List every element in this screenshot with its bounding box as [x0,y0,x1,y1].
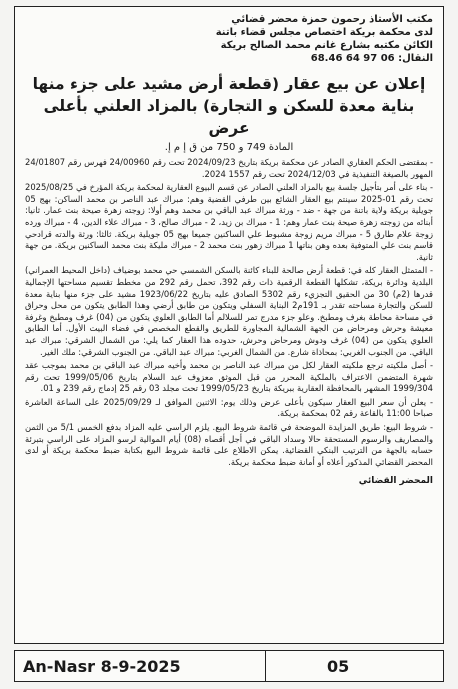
paragraph-property: - المتمثل العقار كله في: قطعة أرض صالحة للبناء كائنة بالسكن الشمسي حي محمد بوضياف (داخل المحيط العمراني) البلدية ودائرة بريكة، تشكلها القطعة الرقمية ذات رقم 392، تحمل رقم 292 من مخطط تقسيم مساحتها الإجمالية قدرها (2م) 30 من الحقيق التجزيء رقم 5302 الصادق عليه بتاريخ 1923/06/22 مشيد على جزء منها بناية معدة للسكن والتجارة مساحته تقدر بـ 191م2 البناية السفلي ويتكون من طابق أرضي وهذا الطابق يتكون من محل وحراق في مساحة محاطة بغرف ومطبخ. وعلو جزء مدرج تمر للسلالم أما الطابق العلوي يتكون من (04) غرف ومطبخ وغرفة معيشة وحرش ومرحاض من الجهة الشمالية المجاورة للطريق والقطع المخصص في فضاء البيت الأول. أما الطابق العلوي يتكون من (04) غرف ودوش ومرحاض وحرش، حدوده هذا العقار كما يلي: من الشمال الشرقي: مبراك عبد الباقي. من الجنوب الغربي: بمحاذاة شارع. من الشمال الغربي: مبراك عبد الباقي. من الجنوب الشرقي: ملك الغير. [25,265,434,357]
paragraph-conditions: - شروط البيع: طريق المزايدة الموضحة في قائمة شروط البيع. يلزم الراسي عليه المزاد بدفع الخمس 5/1 من الثمن والمصاريف والرسوم المستحقة حالا وسداد الباقي في أجل أقصاه (08) أيام الموالية لرسو المزاد على الراسي بتبرئة حسابه بالجهة من الترتيب البنكي القضائية. يمكن الاطلاع على قائمة شروط البيع بكتابة ضبط محكمة بريكة أو لدى المحضر القضائي المذكور أعلاه أو أمانة ضبط محكمة بريكة. [25,422,433,467]
legal-notice [14,6,444,644]
bailiff-signature: المحضر القضائي [358,476,433,487]
footer-divider [265,651,266,681]
paragraph-parties: - بناء على أمر بتأجيل جلسة بيع بالمزاد العلني الصادر عن قسم البيوع العقارية لمحكمة بريكة المؤرخ في 2025/08/25 تحت رقم 01-2025 سينتم بيع العقار الشائع بين طرفي القضية وهم: مبراك عبد الناصر بن محمد الساكن: بهج 05 جويلية بريكة ولاية باتنة من جهة - ضد - ورثة مبراك عبد الباقي بن محمد وهم أولا: زوجته زهرة صيحة بنت عمار. ثانيا: أبنائه من زوجته زهرة صيحة بنت عمار وهم: 1 - مبراك بن زيد، 2 - مبراك صالح، 3 - مبراك علاء الدين، 4 - مبراك ورده زوجة علام طارق 5 - مبراك مريم زوجة مشبوط علي الساكنين جميعا بهج 05 جويلية بريكة. ثالثا: ورثة والدته قرادحي قاسم بنت علي المتوفية بعده وهن بناتها 1 مبراك زهور بنت محمد 2 - مبراك مليكة بنت محمد الساكنين بريكة. من جهة ثانية. [25,182,434,262]
bailiff-office-header [25,13,433,65]
notice-title: إعلان عن بيع عقار (قطعة أرض مشيد على جزء منها بناية معدة للسكن و التجارة) بالمزاد العلني بأعلى عرض [32,75,426,137]
legal-articles: المادة 749 و 750 من ق إ م إ. [164,142,294,153]
newspaper-footer [14,650,444,682]
office-phone: النقال: 06 97 64 68.46 [310,53,433,64]
paragraph-judgment: - بمقتضى الحكم العقاري الصادر عن محكمة بريكة بتاريخ 2024/09/23 تحت رقم 24/00960 فهرس رقم 24/01807 المهور بالصيغة التنفيذية في 2024/12/03 تحت رقم 1557 2024. [25,157,433,179]
office-line-3: الكائن مكتبه بشارع غانم محمد الصالح بريكة [220,40,433,51]
newspaper-date: An-Nasr 8-9-2025 [23,657,181,676]
paragraph-sale-date: - يعلن أن سعر البيع العقار سيكون بأعلى عرض وذلك يوم: الاثنين الموافق لـ 2025/09/29 على الساعة العاشرة صباحا 11:00 بالقاعة رقم 02 بمحكمة بريكة. [25,396,433,419]
page-number: 05 [327,657,350,676]
paragraph-ownership: - أصل ملكيته ترجع ملكيته العقار لكل من مبراك عبد الناصر بن محمد وأخيه مبراك عبد الباقي بن محمد بموجب عقد شهرة المتضمن الاعتراف بالملكية المحرر من قبل الموثق معزوف عبد السلام بتاريخ 1999/05/06 تحت رقم 1999/304 المشهر بالمحافظة العقارية ببريكة بتاريخ 1999/05/23 تحت مجلد 03 رقم 25 إدماج رقم 239 و 01. [25,360,433,394]
office-line-1: مكتب الأستاذ رحمون حمزة محضر قضائي [231,14,433,25]
office-line-2: لدى محكمة بريكة اختصاص مجلس قضاء باتنة [215,27,433,38]
